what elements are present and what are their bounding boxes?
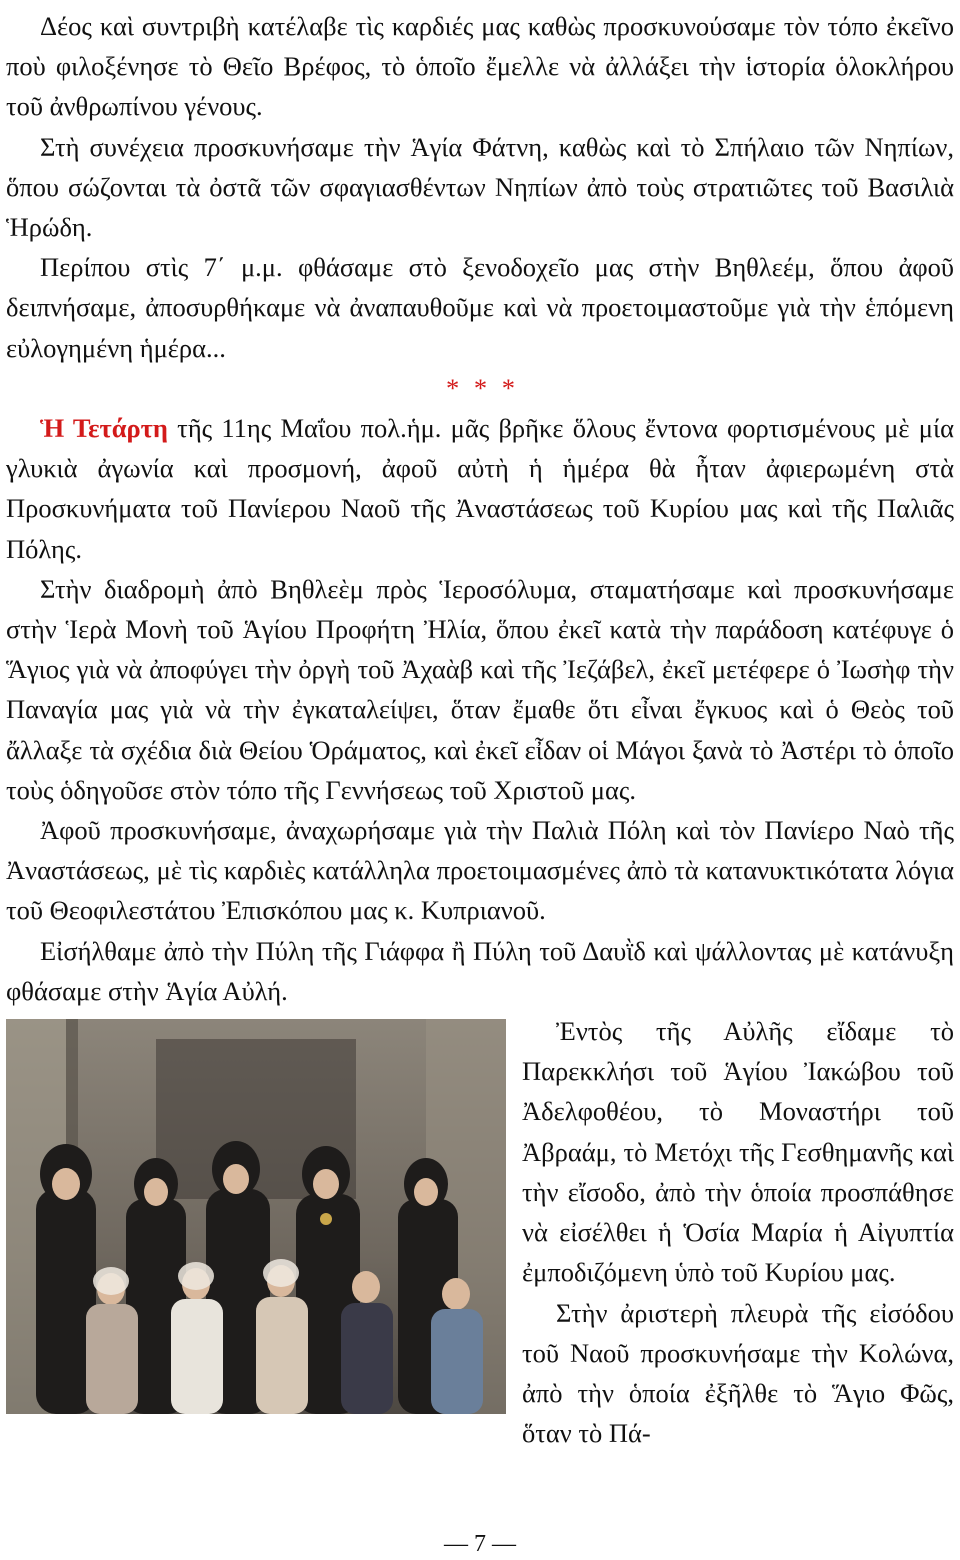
paragraph-4 xyxy=(6,408,954,569)
paragraph-4-text: τῆς 11ης Μαΐου πολ.ἡμ. μᾶς βρῆκε ὅλους ἔντονα φορτισμένους μὲ μία γλυκιὰ ἀγωνία καὶ προσμονή, ἀφοῦ αὐτὴ ἡ ἡμέρα θὰ ἦταν ἀφιερωμένη στὰ Προσκυνήματα τοῦ Πανίερου Ναοῦ τῆς Ἀναστάσεως τοῦ Κυρίου μας καὶ τῆς Παλιᾶς Πόλης. xyxy=(6,413,954,564)
group-photo-image xyxy=(6,1019,506,1414)
photo-section xyxy=(6,1011,954,1453)
document-page xyxy=(6,6,954,1453)
paragraph-1: Δέος καὶ συντριβὴ κατέλαβε τὶς καρδιές μας καθὼς προσκυνούσαμε τὸν τόπο ἐκεῖνο ποὺ φιλοξένησε τὸ Θεῖο Βρέφος, τὸ ὁποῖο ἔμελλε νὰ ἀλλάξει τὴν ἱστορία ὁλοκλήρου τοῦ ἀνθρωπίνου γένους. xyxy=(6,11,954,122)
group-photo xyxy=(6,1019,506,1414)
section-separator: * * * xyxy=(446,372,519,403)
paragraph-5: Στὴν διαδρομὴ ἀπὸ Βηθλεὲμ πρὸς Ἱεροσόλυμα, σταματήσαμε καὶ προσκυνήσαμε στὴν Ἱερὰ Μονὴ τοῦ Ἁγίου Προφήτη Ἠλία, ὅπου ἐκεῖ κατὰ τὴν παράδοση κατέφυγε ὁ Ἅγιος γιὰ νὰ ἀποφύγει τὴν ὀργὴ τοῦ Ἀχαὰβ καὶ τῆς Ἰεζάβελ, ἐκεῖ μετέφερε ὁ Ἰωσὴφ τὴν Παναγία μας γιὰ νὰ τὴν ἐγκαταλείψει, ὅταν ἔμαθε ὅτι εἶναι ἔγκυος καὶ ὁ Θεὸς τοῦ ἄλλαξε τὰ σχέδια διὰ Θείου Ὁράματος, καὶ ἐκεῖ εἶδαν οἱ Μάγοι ξανὰ τὸ Ἀστέρι τὸ ὁποῖο τοὺς ὁδηγοῦσε στὸν τόπο τῆς Γεννήσεως τοῦ Χριστοῦ μας. xyxy=(6,573,954,805)
paragraph-2: Στὴ συνέχεια προσκυνήσαμε τὴν Ἁγία Φάτνη, καθὼς καὶ τὸ Σπήλαιο τῶν Νηπίων, ὅπου σώζονται τὰ ὀστᾶ τῶν σφαγιασθέντων Νηπίων ἀπὸ τοὺς στρατιῶτες τοῦ Βασιλιὰ Ἡρώδη. xyxy=(6,131,954,243)
paragraph-3: Περίπου στὶς 7΄ μ.μ. φθάσαμε στὸ ξενοδοχεῖο μας στὴν Βηθλεέμ, ὅπου ἀφοῦ δειπνήσαμε, ἀποσυρθήκαμε νὰ ἀναπαυθοῦμε καὶ νὰ προετοιμαστοῦμε γιὰ τὴν ἑπόμενη εὐλογημένη ἡμέρα... xyxy=(6,252,954,363)
paragraph-9: Στὴν ἀριστερὴ πλευρὰ τῆς εἰσόδου τοῦ Ναοῦ προσκυνήσαμε τὴν Κολώνα, ἀπὸ τὴν ὁποία ἐξῆλθε τὸ Ἅγιο Φῶς, ὅταν τὸ Πά- xyxy=(522,1297,954,1449)
paragraph-7: Εἰσήλθαμε ἀπὸ τὴν Πύλη τῆς Γιάφφα ἢ Πύλη τοῦ Δαυῒδ καὶ ψάλλοντας μὲ κατάνυξη φθάσαμε στὴν Ἁγία Αὐλή. xyxy=(6,935,954,1006)
day-heading: Ἡ Τετάρτη xyxy=(40,413,168,444)
page-number: — 7 — xyxy=(444,1531,516,1557)
paragraph-6: Ἀφοῦ προσκυνήσαμε, ἀναχωρήσαμε γιὰ τὴν Παλιὰ Πόλη καὶ τὸν Πανίερο Ναὸ τῆς Ἀναστάσεως, μὲ τὶς καρδιὲς κατάλληλα προετοιμασμένες ἀπὸ τὰ κατανυκτικότατα λόγια τοῦ Θεοφιλεστάτου Ἐπισκόπου μας κ. Κυπριανοῦ. xyxy=(6,815,954,926)
paragraph-8: Ἐντὸς τῆς Αὐλῆς εἴδαμε τὸ Παρεκκλήσι τοῦ Ἁγίου Ἰακώβου τοῦ Ἀδελφοθέου, τὸ Μοναστήρι τοῦ Ἀβραάμ, τὸ Μετόχι τῆς Γεσθημανῆς καὶ τὴν εἴσοδο, ἀπὸ τὴν ὁποία προσπάθησε νὰ εἰσέλθει ἡ Ὁσία Μαρία ἡ Αἰγυπτία ἐμποδιζόμενη ὑπὸ τοῦ Κυρίου μας. xyxy=(522,1016,954,1288)
